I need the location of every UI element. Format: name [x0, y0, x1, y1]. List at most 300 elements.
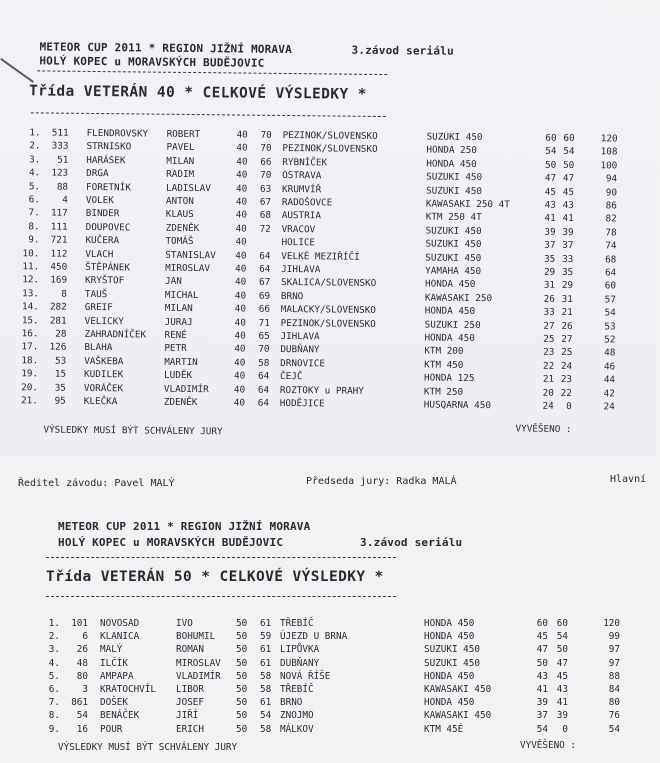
town-cell: NOVÁ ŘÍŠE	[280, 670, 331, 682]
heat1-points-cell: 45	[536, 631, 548, 643]
heat2-points-cell: 50	[556, 644, 568, 656]
place-cell: 1.	[48, 618, 60, 629]
place-cell: 20.	[21, 381, 39, 394]
start-number-cell: 123	[51, 167, 69, 179]
class-cell: 40	[234, 330, 246, 342]
surname-cell: KLEČKA	[83, 395, 118, 408]
heat1-points-cell: 60	[545, 132, 557, 144]
class-cell: 50	[236, 618, 248, 629]
motorcycle-cell: SUZUKI 450	[425, 185, 483, 197]
birth-year-cell: 70	[260, 129, 272, 141]
town-cell: PEZINOK/SLOVENSKO	[280, 317, 376, 330]
place-cell: 6.	[48, 684, 60, 695]
motorcycle-cell: KTM 250	[423, 386, 464, 398]
surname-cell: ŠTĚPÁNEK	[85, 261, 131, 274]
class-title: Třída VETERÁN 40 * CELKOVÉ VÝSLEDKY *	[28, 83, 367, 103]
town-cell: DUBŇANY	[280, 657, 320, 669]
birth-year-cell: 70	[260, 169, 272, 182]
heat2-points-cell: 50	[563, 159, 575, 171]
heat1-points-cell: 43	[544, 199, 556, 211]
town-cell: MALACKY/SLOVENSKO	[280, 304, 376, 317]
heat1-points-cell: 24	[542, 400, 554, 412]
town-cell: PEZINOK/SLOVENSKO	[282, 143, 378, 156]
surname-cell: BLAHA	[84, 342, 113, 354]
total-points-cell: 54	[608, 723, 620, 735]
birth-year-cell: 64	[257, 384, 270, 396]
heat2-points-cell: 21	[561, 307, 573, 319]
first-name-cell: JAN	[165, 276, 182, 288]
start-number-cell: 450	[50, 261, 68, 273]
heat2-points-cell: 39	[562, 226, 574, 238]
town-cell: RADOŠOVCE	[281, 196, 333, 209]
place-cell: 9.	[28, 234, 40, 246]
heat1-points-cell: 29	[543, 266, 556, 278]
birth-year-cell: 68	[259, 210, 272, 222]
class-cell: 40	[234, 303, 247, 315]
start-number-cell: 6	[82, 631, 88, 643]
first-name-cell: ANTON	[165, 195, 194, 208]
heat2-points-cell: 24	[560, 360, 573, 372]
town-cell: MÁLKOV	[280, 723, 314, 735]
round-label: 3.závod seriálu	[360, 536, 463, 549]
total-points-cell: 86	[605, 200, 617, 212]
start-number-cell: 511	[51, 127, 69, 139]
first-name-cell: MIROSLAV	[176, 657, 221, 669]
first-name-cell: PAVEL	[166, 142, 195, 154]
town-cell: LIPŮVKA	[280, 644, 320, 656]
heat2-points-cell: 41	[562, 213, 574, 225]
heat2-points-cell: 39	[556, 710, 568, 722]
motorcycle-cell: HONDA 450	[426, 158, 477, 170]
table-row	[40, 631, 660, 643]
town-cell: TŘEBÍČ	[280, 618, 314, 629]
class-cell: 40	[233, 397, 246, 409]
birth-year-cell: 58	[260, 670, 272, 682]
venue: HOLÝ KOPEC u MORAVSKÝCH BUDĚJOVIC	[39, 54, 265, 70]
class-cell: 50	[236, 657, 248, 669]
class-cell: 50	[236, 684, 248, 695]
surname-cell: VORÁČEK	[83, 382, 124, 394]
start-number-cell: 26	[76, 644, 88, 656]
start-number-cell: 15	[54, 368, 67, 380]
heat1-points-cell: 37	[544, 239, 556, 252]
birth-year-cell: 64	[257, 397, 270, 409]
heat1-points-cell: 21	[542, 373, 555, 386]
total-points-cell: 84	[608, 684, 620, 695]
birth-year-cell: 63	[259, 183, 272, 195]
event-title: METEOR CUP 2011 * REGION JIŽNÍ MORAVA	[58, 520, 311, 533]
surname-cell: DOUPOVEC	[85, 221, 131, 234]
heat1-points-cell: 39	[536, 697, 548, 709]
surname-cell: BENÁČEK	[100, 710, 140, 722]
start-number-cell: 88	[56, 181, 69, 193]
heat1-points-cell: 22	[542, 360, 555, 372]
heat2-points-cell: 31	[561, 293, 573, 305]
motorcycle-cell: HONDA 450	[424, 697, 475, 709]
race-director: Ředitel závodu: Pavel MALÝ	[18, 478, 175, 489]
town-cell: JIHLAVA	[280, 330, 320, 343]
heat1-points-cell: 41	[544, 213, 556, 225]
class-cell: 40	[236, 156, 248, 168]
start-number-cell: 16	[76, 723, 88, 735]
first-name-cell: LUDĚK	[164, 369, 193, 382]
heat2-points-cell: 60	[563, 132, 575, 145]
place-cell: 19.	[21, 368, 39, 380]
town-cell: DUBŇANY	[280, 344, 320, 356]
heat1-points-cell: 43	[536, 670, 548, 682]
start-number-cell: 95	[54, 395, 66, 407]
heat2-points-cell: 35	[561, 266, 574, 279]
start-number-cell: 861	[71, 697, 88, 709]
total-points-cell: 88	[608, 670, 620, 682]
first-name-cell: ERICH	[176, 723, 204, 735]
place-cell: 6.	[28, 194, 40, 206]
surname-cell: VOLEK	[85, 194, 114, 207]
place-cell: 13.	[22, 288, 39, 300]
first-name-cell: VLADIMÍR	[176, 670, 221, 682]
surname-cell: ZAHRADNÍČEK	[84, 328, 147, 341]
first-name-cell: TOMÁŠ	[165, 235, 194, 248]
total-points-cell: 46	[603, 361, 616, 373]
heat2-points-cell: 26	[561, 320, 573, 332]
town-cell: HODĚJICE	[279, 397, 325, 410]
place-cell: 2.	[29, 140, 41, 152]
place-cell: 21.	[20, 395, 38, 407]
total-points-cell: 97	[608, 657, 620, 669]
town-cell: PEZINOK/SLOVENSKO	[282, 129, 378, 142]
first-name-cell: VLADIMÍR	[163, 383, 209, 395]
motorcycle-cell: SUZUKI 450	[425, 225, 482, 237]
place-cell: 5.	[48, 670, 60, 682]
surname-cell: VELICKY	[84, 315, 124, 327]
total-points-cell: 94	[605, 173, 618, 185]
total-points-cell: 74	[605, 240, 617, 252]
class-cell: 40	[235, 209, 248, 221]
total-points-cell: 78	[605, 227, 617, 239]
first-name-cell: JURAJ	[164, 316, 193, 328]
class-cell: 50	[236, 697, 248, 709]
heat2-points-cell: 47	[562, 173, 575, 185]
heat1-points-cell: 33	[543, 306, 555, 319]
place-cell: 14.	[21, 301, 39, 313]
birth-year-cell: 64	[259, 250, 271, 262]
first-name-cell: RENÉ	[164, 329, 187, 341]
total-points-cell: 24	[603, 401, 615, 413]
posted-label: VYVĚŠENO :	[520, 740, 576, 751]
place-cell: 15.	[21, 314, 39, 327]
birth-year-cell: 72	[259, 223, 271, 235]
total-points-cell: 57	[604, 294, 616, 306]
total-points-cell: 120	[600, 133, 618, 145]
heat2-points-cell: 29	[561, 280, 574, 292]
heat1-points-cell: 25	[543, 333, 555, 345]
motorcycle-cell: SUZUKI 450	[425, 252, 482, 264]
total-points-cell: 80	[608, 697, 620, 709]
table-row	[40, 658, 660, 670]
first-name-cell: LIBOR	[176, 684, 204, 695]
surname-cell: STRNISKO	[86, 141, 132, 153]
town-cell: VRACOV	[281, 223, 316, 236]
surname-cell: VLACH	[85, 248, 114, 260]
surname-cell: DOŠEK	[100, 697, 128, 709]
approval-note: VÝSLEDKY MUSÍ BÝT SCHVÁLENY JURY	[43, 424, 223, 438]
surname-cell: DRGA	[86, 168, 109, 180]
heat1-points-cell: 23	[543, 347, 555, 359]
event-title: METEOR CUP 2011 * REGION JIŽNÍ MORAVA	[39, 40, 293, 57]
town-cell: VELKÉ MEZIŘÍČÍ	[281, 250, 360, 263]
class-cell: 40	[235, 223, 247, 235]
heat2-points-cell: 43	[562, 199, 574, 212]
surname-cell: FLENDROVSKY	[86, 127, 149, 140]
place-cell: 2.	[48, 631, 60, 643]
town-cell: KRUMVÍŘ	[281, 183, 322, 195]
total-points-cell: 42	[603, 387, 615, 400]
divider	[46, 557, 396, 558]
surname-cell: MALÝ	[100, 644, 123, 656]
start-number-cell: 112	[50, 248, 68, 260]
first-name-cell: KLAUS	[165, 209, 194, 221]
place-cell: 8.	[48, 710, 60, 722]
town-cell: ČEJČ	[280, 371, 303, 383]
start-number-cell: 721	[50, 234, 68, 246]
motorcycle-cell: KAWASAKI 450	[424, 684, 492, 695]
birth-year-cell: 69	[258, 290, 271, 302]
surname-cell: NOVOSAD	[100, 618, 140, 629]
birth-year-cell: 58	[258, 357, 270, 369]
start-number-cell: 53	[54, 355, 67, 367]
total-points-cell: 76	[608, 710, 620, 722]
motorcycle-cell: KAWASAKI 250 4T	[425, 198, 510, 211]
divider	[46, 596, 396, 597]
round-label: 3.závod seriálu	[351, 43, 454, 58]
motorcycle-cell: KTM 45É	[424, 723, 464, 735]
heat1-points-cell: 35	[544, 253, 556, 265]
class-cell: 40	[236, 129, 248, 141]
start-number-cell: 117	[50, 207, 68, 220]
total-points-cell: 108	[600, 146, 618, 158]
motorcycle-cell: HONDA 450	[424, 631, 475, 643]
heat1-points-cell: 54	[545, 146, 557, 158]
surname-cell: GREIF	[84, 302, 113, 314]
place-cell: 12.	[22, 274, 40, 286]
total-points-cell: 90	[605, 186, 618, 199]
class-cell: 40	[233, 384, 246, 396]
first-name-cell: MILAN	[164, 302, 193, 315]
heat2-points-cell: 60	[556, 618, 568, 629]
heat2-points-cell: 0	[562, 723, 568, 735]
birth-year-cell: 64	[259, 263, 271, 275]
surname-cell: KRATOCHVÍL	[100, 684, 156, 695]
start-number-cell: 101	[71, 618, 88, 629]
results-sheet-veteran-50	[0, 456, 660, 763]
class-cell: 40	[234, 317, 246, 329]
surname-cell: KUČERA	[85, 235, 120, 247]
total-points-cell: 52	[604, 334, 616, 346]
birth-year-cell: 64	[258, 370, 270, 383]
table-row	[40, 710, 660, 722]
place-cell: 3.	[48, 644, 60, 656]
first-name-cell: JOSEF	[176, 697, 204, 709]
start-number-cell: 126	[49, 341, 67, 354]
place-cell: 1.	[29, 127, 41, 139]
class-cell: 40	[235, 196, 248, 208]
class-cell: 40	[234, 276, 247, 288]
class-cell: 40	[235, 263, 247, 275]
motorcycle-cell: KAWASAKI 450	[424, 710, 492, 722]
birth-year-cell: 61	[260, 657, 272, 669]
class-cell: 40	[235, 236, 247, 248]
heat2-points-cell: 45	[556, 670, 568, 682]
heat2-points-cell: 25	[561, 347, 573, 359]
place-cell: 3.	[29, 154, 41, 166]
first-name-cell: IVO	[176, 618, 193, 629]
town-cell: ZNOJMO	[280, 710, 314, 722]
divider	[31, 112, 386, 117]
town-cell: TŘEBÍČ	[280, 684, 314, 695]
place-cell: 10.	[22, 247, 40, 260]
class-cell: 40	[235, 183, 248, 195]
birth-year-cell: 67	[259, 196, 272, 208]
total-points-cell: 54	[604, 307, 616, 319]
motorcycle-cell: SUZUKI 250	[424, 319, 481, 331]
place-cell: 4.	[48, 657, 60, 669]
heat1-points-cell: 47	[544, 172, 557, 185]
start-number-cell: 28	[55, 328, 67, 340]
surname-cell: BINDER	[85, 208, 120, 220]
class-cell: 40	[234, 370, 246, 382]
total-points-cell: 64	[604, 267, 617, 279]
place-cell: 5.	[28, 180, 41, 193]
first-name-cell: MARTIN	[164, 356, 198, 368]
first-name-cell: LADISLAV	[165, 182, 211, 194]
town-cell: BRNO	[280, 697, 303, 709]
town-cell: AUSTRIA	[281, 210, 321, 222]
town-cell: SKALICA/SLOVENSKO	[280, 277, 377, 290]
surname-cell: TAUŠ	[84, 288, 108, 300]
place-cell: 8.	[28, 221, 40, 233]
total-points-cell: 100	[600, 160, 618, 172]
town-cell: RYBNÍČEK	[282, 156, 328, 169]
birth-year-cell: 54	[260, 710, 272, 722]
total-points-cell: 97	[608, 644, 620, 656]
heat1-points-cell: 39	[544, 226, 556, 238]
birth-year-cell: 67	[258, 277, 271, 289]
heat2-points-cell: 23	[560, 374, 573, 386]
heat2-points-cell: 22	[560, 387, 572, 399]
motorcycle-cell: SUZUKI 450	[424, 644, 480, 656]
place-cell: 4.	[28, 167, 41, 179]
first-name-cell: ZDENĚK	[165, 222, 200, 234]
heat2-points-cell: 27	[561, 333, 573, 346]
place-cell: 18.	[21, 355, 39, 367]
start-number-cell: 4	[62, 194, 68, 206]
surname-cell: ILČÍK	[100, 657, 128, 669]
total-points-cell: 44	[603, 374, 616, 386]
class-title: Třída VETERÁN 50 * CELKOVÉ VÝSLEDKY *	[46, 569, 384, 585]
first-name-cell: JIŘÍ	[176, 710, 199, 722]
heat1-points-cell: 50	[545, 159, 557, 171]
start-number-cell: 48	[76, 657, 88, 669]
motorcycle-cell: HONDA 450	[424, 332, 475, 344]
total-points-cell: 82	[605, 213, 617, 225]
surname-cell: KRYŠTOF	[85, 275, 125, 287]
motorcycle-cell: HONDA 450	[424, 670, 475, 682]
birth-year-cell: 65	[258, 330, 270, 342]
heat2-points-cell: 41	[556, 697, 568, 709]
heat1-points-cell: 37	[536, 710, 548, 722]
heat2-points-cell: 43	[556, 684, 568, 695]
first-name-cell: MICHAL	[164, 289, 199, 301]
start-number-cell: 169	[50, 274, 68, 287]
place-cell: 11.	[22, 261, 40, 273]
table-row	[40, 724, 660, 736]
start-number-cell: 3	[82, 684, 88, 695]
birth-year-cell: 58	[260, 723, 272, 735]
class-cell: 40	[234, 357, 246, 369]
first-name-cell: ROBERT	[166, 128, 201, 141]
motorcycle-cell: KAWASAKI 250	[424, 292, 493, 304]
heat2-points-cell: 54	[556, 631, 568, 643]
first-name-cell: STANISLAV	[165, 249, 216, 261]
table-row	[40, 618, 660, 630]
venue: HOLÝ KOPEC u MORAVSKÝCH BUDĚJOVIC	[58, 536, 284, 549]
first-name-cell: PETR	[164, 343, 187, 355]
birth-year-cell: 61	[260, 697, 272, 709]
heat1-points-cell: 20	[542, 387, 554, 399]
class-cell: 50	[236, 631, 248, 643]
chief-official: Hlavní	[610, 474, 647, 485]
total-points-cell: 53	[604, 320, 616, 333]
first-name-cell: MIROSLAV	[165, 262, 211, 275]
town-cell: JIHLAVA	[281, 263, 321, 276]
class-cell: 50	[236, 670, 248, 682]
total-points-cell: 60	[604, 280, 617, 292]
birth-year-cell: 66	[260, 156, 272, 168]
start-number-cell: 80	[76, 670, 88, 682]
place-cell: 17.	[21, 341, 39, 353]
divider	[37, 70, 387, 75]
motorcycle-cell: SUZUKI 450	[426, 131, 483, 144]
first-name-cell: ROMAN	[176, 644, 204, 656]
total-points-cell: 99	[608, 631, 620, 643]
motorcycle-cell: HONDA 450	[424, 278, 476, 291]
start-number-cell: 333	[51, 140, 69, 153]
heat1-points-cell: 60	[536, 618, 548, 629]
class-cell: 40	[235, 250, 247, 262]
town-cell: HOLICE	[281, 237, 316, 249]
place-cell: 7.	[28, 207, 40, 219]
table-row	[40, 671, 660, 683]
heat1-points-cell: 50	[536, 657, 548, 669]
total-points-cell: 120	[603, 618, 620, 629]
jury-chair: Předseda jury: Radka MALÁ	[306, 476, 457, 487]
heat2-points-cell: 45	[562, 186, 575, 198]
heat1-points-cell: 54	[536, 723, 548, 735]
town-cell: OSTRAVA	[282, 170, 322, 182]
surname-cell: POUR	[100, 723, 123, 735]
birth-year-cell: 58	[260, 684, 272, 695]
heat2-points-cell: 37	[562, 240, 574, 252]
surname-cell: AMPAPA	[100, 670, 134, 682]
class-cell: 50	[236, 723, 248, 735]
town-cell: BRNO	[280, 290, 304, 302]
heat2-points-cell: 0	[566, 400, 572, 413]
birth-year-cell: 71	[258, 317, 270, 329]
motorcycle-cell: HUSQARNA 450	[423, 399, 492, 412]
table-row	[40, 697, 660, 709]
place-cell: 16.	[21, 328, 39, 340]
motorcycle-cell: KTM 200	[424, 345, 464, 358]
